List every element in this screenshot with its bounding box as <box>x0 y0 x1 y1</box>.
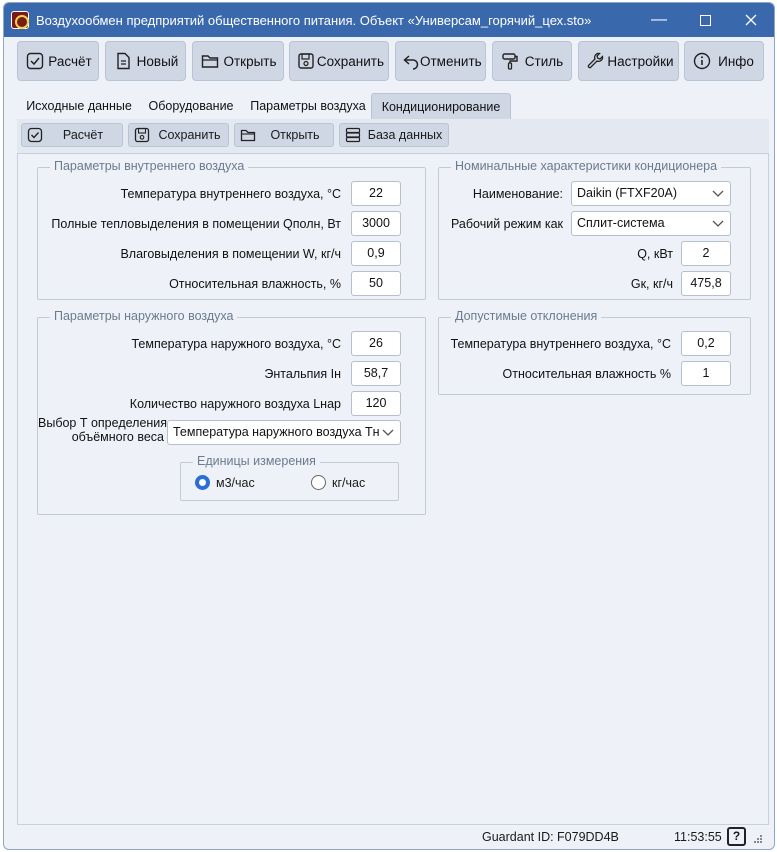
guardant-id: Guardant ID: F079DD4B <box>482 830 619 844</box>
units-group <box>180 454 399 501</box>
tol-humidity-input[interactable]: 1 <box>681 361 731 386</box>
ac-gk-input[interactable]: 475,8 <box>681 271 731 296</box>
ac-name-row <box>439 181 563 206</box>
save-icon <box>133 126 151 144</box>
ac-q-label: Q, кВт <box>637 246 673 261</box>
heat-gain-row <box>38 211 341 236</box>
outer-air-group <box>37 309 426 515</box>
undo-button-label: Отменить <box>420 53 482 69</box>
sub-calc-label: Расчёт <box>62 128 104 142</box>
chevron-down-icon <box>712 182 724 213</box>
tab-equipment[interactable]: Оборудование <box>148 99 234 113</box>
tab-source-data[interactable]: Исходные данные <box>26 99 132 113</box>
ac-gk-row <box>439 271 673 296</box>
database-button[interactable] <box>339 123 449 147</box>
checkbox-icon <box>26 126 44 144</box>
ac-q-row <box>439 241 673 266</box>
settings-button[interactable] <box>578 41 679 81</box>
enthalpy-input[interactable]: 58,7 <box>351 361 401 386</box>
inner-temp-row <box>38 181 341 206</box>
tol-temp-row <box>439 331 671 356</box>
outdoor-air-amount-row <box>38 391 341 416</box>
inner-humidity-row <box>38 271 341 296</box>
t-select-label-line2: объёмного веса <box>71 430 164 444</box>
title-bar[interactable] <box>4 3 774 37</box>
units-kg-radio[interactable] <box>311 475 365 490</box>
inner-temp-label: Температура внутреннего воздуха, °C <box>120 186 341 201</box>
calc-button[interactable] <box>17 41 99 81</box>
ac-name-select[interactable] <box>571 181 731 206</box>
calc-button-label: Расчёт <box>48 53 92 69</box>
help-button[interactable] <box>727 827 746 846</box>
outer-temp-label: Температура наружного воздуха, °C <box>131 336 341 351</box>
tolerances-title: Допустимые отклонения <box>451 309 601 323</box>
new-file-icon <box>112 50 134 72</box>
ac-mode-select[interactable] <box>571 211 731 236</box>
chevron-down-icon <box>382 421 394 452</box>
content-panel <box>17 153 769 825</box>
heat-gain-label: Полные тепловыделения в помещении Qполн, Вт <box>51 216 341 231</box>
help-icon: ? <box>732 829 741 843</box>
moisture-input[interactable]: 0,9 <box>351 241 401 266</box>
outer-temp-row <box>38 331 341 356</box>
style-button[interactable] <box>492 41 572 81</box>
tol-temp-input[interactable]: 0,2 <box>681 331 731 356</box>
t-select-dropdown[interactable] <box>167 420 401 445</box>
tolerances-group <box>438 309 751 395</box>
save-icon <box>296 50 317 72</box>
resize-grip-icon[interactable] <box>753 834 763 844</box>
inner-temp-input[interactable]: 22 <box>351 181 401 206</box>
outdoor-air-amount-input[interactable]: 120 <box>351 391 401 416</box>
tab-air-conditioning[interactable]: Кондиционирование <box>371 93 511 119</box>
ac-name-value: Daikin (FTXF20A) <box>577 186 678 200</box>
minimize-icon: — <box>651 11 667 28</box>
units-title: Единицы измерения <box>193 454 320 468</box>
database-label: База данных <box>367 128 443 142</box>
inner-humidity-label: Относительная влажность, % <box>169 276 341 291</box>
moisture-label: Влаговыделения в помещении W, кг/ч <box>120 246 341 261</box>
status-bar <box>4 825 775 850</box>
chevron-down-icon <box>712 212 724 243</box>
t-select-label-line1: Выбор Т определения <box>38 416 168 430</box>
info-button-label: Инфо <box>718 53 754 69</box>
new-button[interactable] <box>105 41 186 81</box>
checkbox-icon <box>24 50 46 72</box>
sub-open-button[interactable] <box>234 123 334 147</box>
style-button-label: Стиль <box>524 53 564 69</box>
t-select-label <box>38 416 168 444</box>
radio-selected-icon <box>195 475 210 490</box>
info-icon <box>691 50 713 72</box>
undo-button[interactable] <box>395 41 486 81</box>
sub-save-label: Сохранить <box>158 128 221 142</box>
inner-humidity-input[interactable]: 50 <box>351 271 401 296</box>
units-m3-label: м3/час <box>216 475 255 490</box>
minimize-button[interactable] <box>636 3 682 37</box>
open-button[interactable] <box>192 41 284 81</box>
database-icon <box>344 126 362 144</box>
info-button[interactable] <box>684 41 764 81</box>
tol-humidity-label: Относительная влажность % <box>502 366 671 381</box>
save-button-label: Сохранить <box>316 53 384 69</box>
outdoor-air-amount-label: Количество наружного воздуха Lнар <box>129 396 341 411</box>
ac-mode-label: Рабочий режим как <box>451 216 563 231</box>
app-window <box>3 2 775 850</box>
ac-mode-value: Сплит-система <box>577 216 665 230</box>
enthalpy-label: Энтальпия Iн <box>264 366 341 381</box>
outer-air-title: Параметры наружного воздуха <box>50 309 237 323</box>
open-button-label: Открыть <box>223 53 277 69</box>
ac-name-label: Наименование: <box>472 186 563 201</box>
maximize-button[interactable] <box>682 3 728 37</box>
ac-gk-label: Gк, кг/ч <box>630 276 673 291</box>
paint-roller-icon <box>499 50 521 72</box>
units-kg-label: кг/час <box>332 475 366 490</box>
tab-air-parameters[interactable]: Параметры воздуха <box>250 99 366 113</box>
conditioner-group <box>438 159 751 300</box>
enthalpy-row <box>38 361 341 386</box>
inner-air-title: Параметры внутреннего воздуха <box>50 159 248 173</box>
ac-mode-row <box>439 211 563 236</box>
close-button[interactable] <box>728 3 774 37</box>
undo-icon <box>402 50 420 72</box>
close-icon <box>745 14 757 26</box>
moisture-row <box>38 241 341 266</box>
folder-icon <box>239 126 257 144</box>
conditioner-title: Номинальные характеристики кондиционера <box>451 159 721 173</box>
clock: 11:53:55 <box>674 830 722 844</box>
sub-open-label: Открыть <box>270 128 320 142</box>
radio-unselected-icon <box>311 475 326 490</box>
t-select-value: Температура наружного воздуха Тн <box>173 425 380 439</box>
sub-save-button[interactable] <box>128 123 229 147</box>
window-title: Воздухообмен предприятий общественного питания. Объект «Универсам_горячий_цех.sto» <box>36 12 592 28</box>
sub-toolbar <box>17 119 769 153</box>
save-button[interactable] <box>289 41 389 81</box>
units-m3-radio[interactable] <box>195 475 255 490</box>
wrench-icon <box>585 50 607 72</box>
outer-temp-input[interactable]: 26 <box>351 331 401 356</box>
new-button-label: Новый <box>136 53 179 69</box>
folder-icon <box>199 50 221 72</box>
tol-humidity-row <box>439 361 671 386</box>
sub-calc-button[interactable] <box>21 123 123 147</box>
settings-button-label: Настройки <box>607 53 674 69</box>
ac-q-input[interactable]: 2 <box>681 241 731 266</box>
heat-gain-input[interactable]: 3000 <box>351 211 401 236</box>
inner-air-group <box>37 159 426 300</box>
tol-temp-label: Температура внутреннего воздуха, °C <box>450 336 671 351</box>
app-logo-icon <box>11 11 29 29</box>
maximize-icon <box>700 15 711 26</box>
